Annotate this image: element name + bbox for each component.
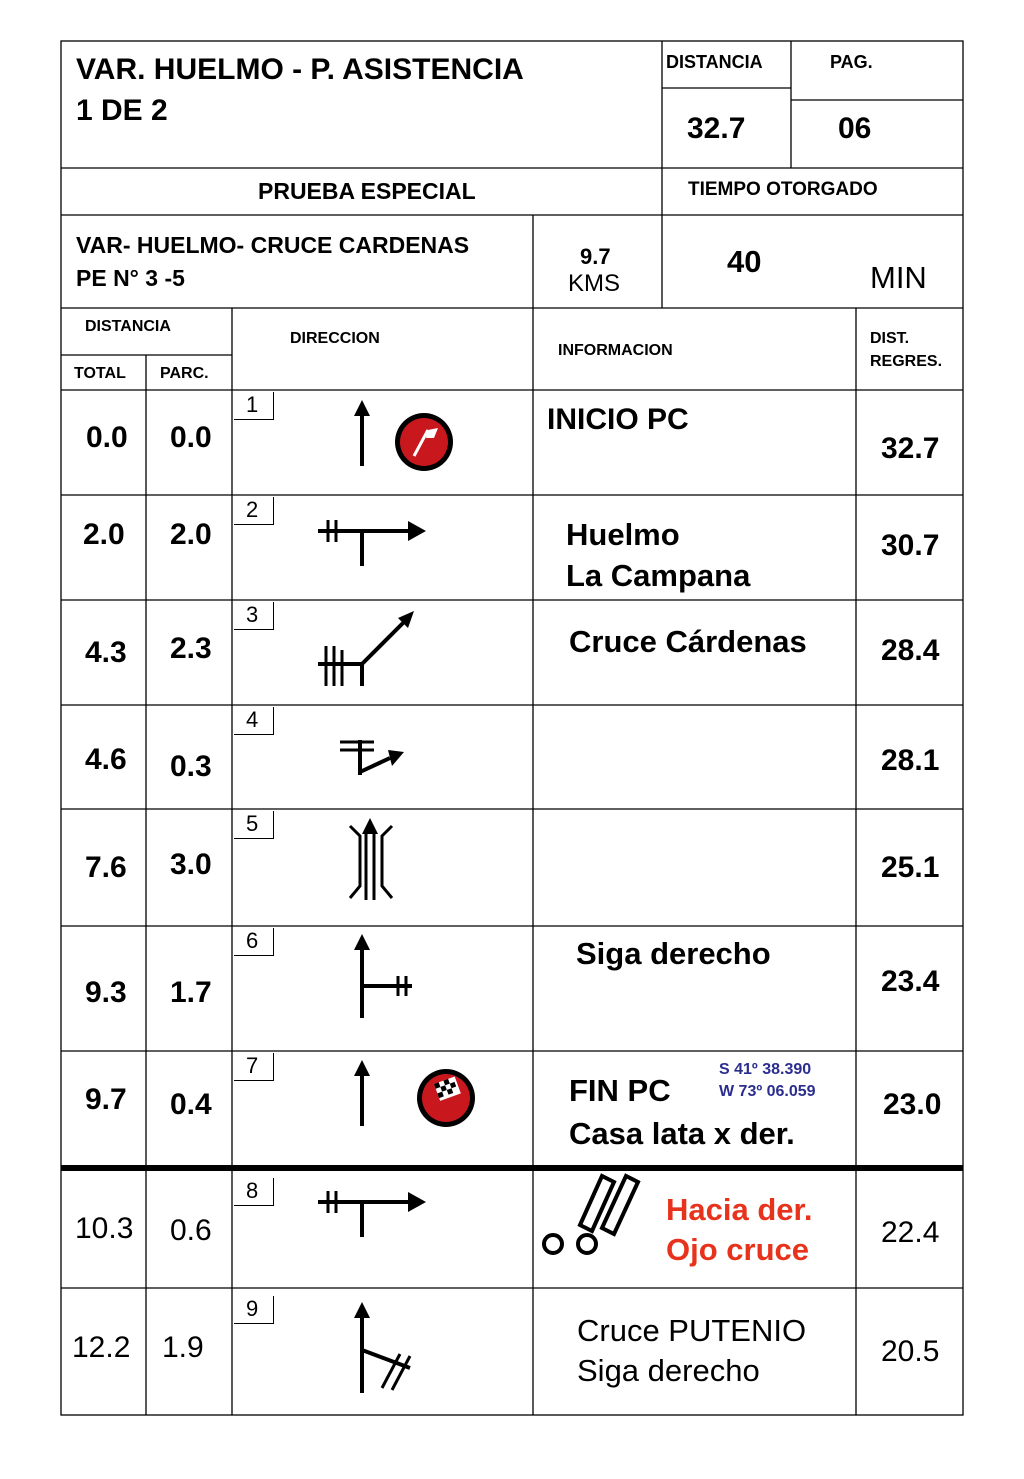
row-9-info-line2: Siga derecho: [577, 1353, 760, 1388]
row-7-total: 9.7: [85, 1083, 127, 1116]
row-7-coord-lat: S 41º 38.390: [719, 1061, 812, 1078]
row-6-info: Siga derecho: [576, 936, 771, 971]
row-6-regres: 23.4: [881, 965, 940, 998]
row-1-regres: 32.7: [881, 432, 940, 465]
railway-crossing-icon: [544, 1176, 638, 1253]
route-km-unit: KMS: [568, 270, 621, 297]
row-9-info-line1: Cruce PUTENIO: [577, 1313, 807, 1348]
distancia-label: DISTANCIA: [666, 52, 763, 72]
col-parc: PARC.: [160, 365, 209, 382]
pag-label: PAG.: [830, 52, 873, 72]
straight-finish-icon: [354, 1060, 475, 1127]
col-distancia: DISTANCIA: [85, 318, 171, 335]
bear-right-icon: [340, 740, 404, 775]
row-5-number: 5: [234, 811, 274, 839]
row-9-total: 12.2: [72, 1331, 131, 1364]
col-direccion: DIRECCION: [290, 330, 380, 347]
row-8-number: 8: [234, 1178, 274, 1206]
tiempo-value: 40: [727, 244, 762, 279]
row-2-info-line1: Huelmo: [566, 517, 680, 552]
row-2-info-line2: La Campana: [566, 558, 751, 593]
route-pe-number: PE N° 3 -5: [76, 265, 185, 291]
row-9-parc: 1.9: [162, 1331, 204, 1364]
row-7-info-line2: Casa lata x der.: [569, 1116, 795, 1151]
row-1-number: 1: [234, 392, 274, 420]
row-7-coord-lon: W 73º 06.059: [719, 1083, 816, 1100]
row-9-number: 9: [234, 1296, 274, 1324]
row-5-total: 7.6: [85, 851, 127, 884]
row-1-parc: 0.0: [170, 421, 212, 454]
row-7-info-line1: FIN PC: [569, 1073, 671, 1108]
row-4-total: 4.6: [85, 743, 127, 776]
turn-right-junction-icon: [318, 520, 426, 566]
distancia-value: 32.7: [687, 112, 746, 145]
row-8-info-line2: Ojo cruce: [666, 1232, 809, 1267]
row-9-regres: 20.5: [881, 1335, 940, 1368]
row-5-regres: 25.1: [881, 851, 940, 884]
col-dist-regres-2: REGRES.: [870, 353, 943, 370]
row-1-total: 0.0: [86, 421, 128, 454]
col-dist-regres-1: DIST.: [870, 330, 910, 347]
turn-right-junction-icon: [318, 1191, 426, 1237]
row-6-total: 9.3: [85, 976, 127, 1009]
row-6-parc: 1.7: [170, 976, 212, 1009]
row-2-number: 2: [234, 497, 274, 525]
fork-right-icon: [318, 611, 414, 686]
row-7-number: 7: [234, 1053, 274, 1081]
straight-start-icon: [354, 400, 453, 471]
straight-right-cross-icon: [354, 1302, 410, 1393]
row-4-regres: 28.1: [881, 744, 940, 777]
row-8-parc: 0.6: [170, 1214, 212, 1247]
row-3-info: Cruce Cárdenas: [569, 624, 807, 659]
row-4-number: 4: [234, 707, 274, 735]
page-subtitle: 1 DE 2: [76, 94, 168, 127]
row-2-regres: 30.7: [881, 529, 940, 562]
row-8-info-line1: Hacia der.: [666, 1192, 813, 1227]
bridge-straight-icon: [350, 818, 392, 900]
row-7-parc: 0.4: [170, 1088, 212, 1121]
row-2-parc: 2.0: [170, 518, 212, 551]
row-8-regres: 22.4: [881, 1216, 940, 1249]
col-total: TOTAL: [74, 365, 126, 382]
row-8-total: 10.3: [75, 1212, 134, 1245]
route-km: 9.7: [580, 244, 611, 269]
tiempo-unit: MIN: [870, 260, 927, 295]
row-3-total: 4.3: [85, 636, 127, 669]
row-4-parc: 0.3: [170, 750, 212, 783]
row-1-info: INICIO PC: [547, 403, 689, 436]
row-6-number: 6: [234, 928, 274, 956]
col-informacion: INFORMACION: [558, 342, 673, 359]
row-5-parc: 3.0: [170, 848, 212, 881]
row-3-number: 3: [234, 602, 274, 630]
route-name: VAR- HUELMO- CRUCE CARDENAS: [76, 232, 470, 258]
prueba-especial-label: PRUEBA ESPECIAL: [258, 178, 476, 204]
row-7-regres: 23.0: [883, 1088, 942, 1121]
pag-value: 06: [838, 112, 872, 145]
row-2-total: 2.0: [83, 518, 125, 551]
tiempo-otorgado-label: TIEMPO OTORGADO: [688, 179, 878, 200]
page-title: VAR. HUELMO - P. ASISTENCIA: [76, 53, 524, 86]
row-3-regres: 28.4: [881, 634, 940, 667]
row-3-parc: 2.3: [170, 632, 212, 665]
straight-right-branch-icon: [354, 934, 412, 1018]
